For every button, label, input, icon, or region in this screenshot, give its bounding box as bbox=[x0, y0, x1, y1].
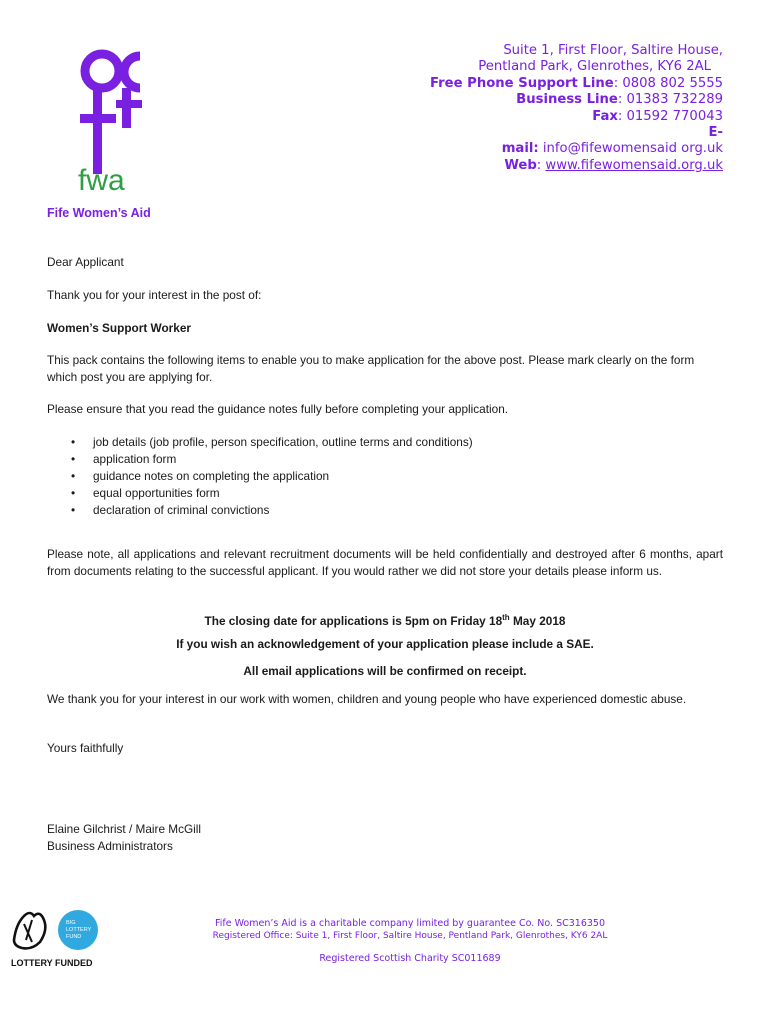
business-line: Business Line: 01383 732289 bbox=[516, 92, 723, 108]
web-link[interactable]: www.fifewomensaid.org.uk bbox=[545, 157, 723, 173]
footer-office-line: Registered Office: Suite 1, First Floor, Saltire House, Pentland Park, Glenrothes, KY6 2AL bbox=[212, 931, 608, 941]
contact-block bbox=[430, 43, 723, 174]
fax-line: Fax: 01592 770043 bbox=[592, 108, 723, 124]
email-confirm-note: All email applications will be confirmed on receipt. bbox=[243, 664, 527, 678]
guidance-paragraph: Please ensure that you read the guidance notes fully before completing your application. bbox=[47, 402, 509, 416]
post-title: Women’s Support Worker bbox=[47, 321, 191, 335]
list-item: • equal opportunities form bbox=[93, 485, 723, 502]
fwa-logo bbox=[72, 44, 162, 192]
intro-text: Thank you for your interest in the post of: bbox=[47, 288, 262, 302]
sae-note: If you wish an acknowledgement of your application please include a SAE. bbox=[176, 637, 594, 651]
footer-company-line: Fife Women’s Aid is a charitable company limited by guarantee Co. No. SC316350 bbox=[214, 918, 606, 929]
email-label-a: E- bbox=[708, 125, 723, 141]
list-item: • job details (job profile, person specification, outline terms and conditions) bbox=[93, 434, 723, 451]
signatories: Elaine Gilchrist / Maire McGill bbox=[47, 822, 202, 836]
list-item: • declaration of criminal convictions bbox=[93, 502, 723, 519]
lottery-funded-logo bbox=[10, 906, 102, 970]
svg-text:FUND: FUND bbox=[66, 934, 82, 940]
list-item: • application form bbox=[93, 451, 723, 468]
support-line: Free Phone Support Line: 0808 802 5555 bbox=[430, 75, 723, 91]
footer-charity-line: Registered Scottish Charity SC011689 bbox=[319, 953, 501, 964]
org-name: Fife Women’s Aid bbox=[47, 206, 151, 220]
web-line: Web: www.fifewomensaid.org.uk bbox=[504, 157, 723, 173]
pack-paragraph: This pack contains the following items to enable you to make application for the above post. Please mark clearly on the form which post you are applying for. bbox=[47, 353, 695, 384]
signoff: Yours faithfully bbox=[47, 741, 124, 755]
lottery-funded-label: LOTTERY FUNDED bbox=[11, 958, 93, 968]
items-list-wrap bbox=[47, 434, 723, 519]
note-paragraph: Please note, all applications and relevant recruitment documents will be held confidentially and destroyed after 6 months, apart from documents relating to the successful applicant. If you would rather we did not store your details please inform us. bbox=[47, 547, 723, 578]
signatory-role: Business Administrators bbox=[47, 839, 173, 853]
list-item: • guidance notes on completing the application bbox=[93, 468, 723, 485]
salutation: Dear Applicant bbox=[47, 255, 124, 269]
logo-text: fwa bbox=[78, 164, 125, 192]
thanks-paragraph: We thank you for your interest in our work with women, children and young people who have experienced domestic abuse. bbox=[47, 692, 687, 706]
email-line: mail: info@fifewomensaid org.uk bbox=[501, 141, 723, 157]
svg-text:LOTTERY: LOTTERY bbox=[66, 927, 92, 933]
address-line-1: Suite 1, First Floor, Saltire House, bbox=[503, 43, 723, 58]
items-list bbox=[47, 434, 723, 519]
svg-text:BIG: BIG bbox=[66, 920, 76, 926]
closing-date: The closing date for applications is 5pm on Friday 18th May 2018 bbox=[204, 613, 566, 628]
address-line-2: Pentland Park, Glenrothes, KY6 2AL bbox=[478, 59, 711, 75]
